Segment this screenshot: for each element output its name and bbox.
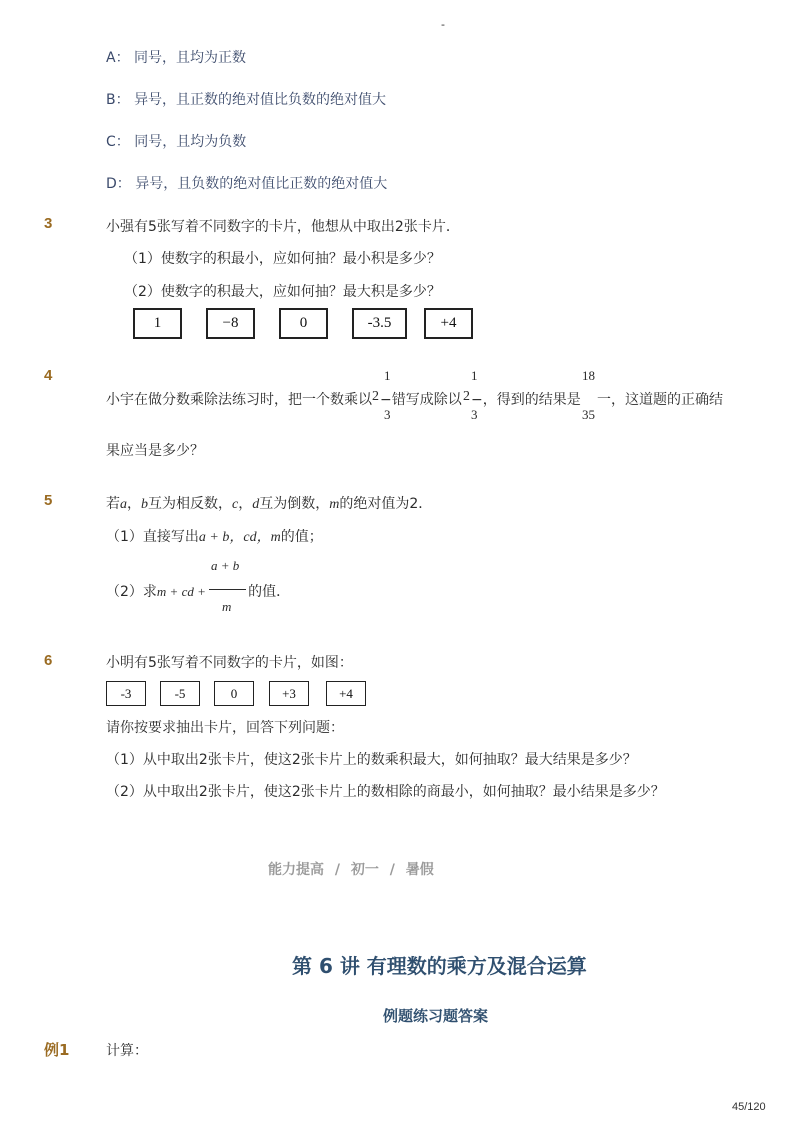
option-label: B： bbox=[106, 92, 130, 108]
question-text-d: 一，这道题的正确结 bbox=[597, 392, 723, 408]
stem-text: 互为倒数， bbox=[259, 496, 330, 512]
fraction-denominator: 3 bbox=[384, 407, 391, 422]
option-a bbox=[106, 47, 246, 67]
option-text: 同号，且均为正数 bbox=[134, 50, 247, 66]
var-d: d bbox=[252, 497, 260, 512]
option-d bbox=[106, 173, 387, 193]
question-number: 4 bbox=[44, 367, 53, 384]
question-stem: 小强有5张写着不同数字的卡片，他想从中取出2张卡片． bbox=[106, 219, 460, 235]
part-expression: m + cd + bbox=[156, 584, 210, 599]
var-c: c bbox=[232, 497, 239, 512]
var-b: b bbox=[141, 497, 148, 512]
question-part-1 bbox=[106, 526, 323, 546]
option-text: 异号，且正数的绝对值比负数的绝对值大 bbox=[134, 92, 387, 108]
part-prefix: （1）直接写出 bbox=[106, 529, 199, 545]
number-card: −8 bbox=[206, 308, 255, 339]
option-text: 同号，且均为负数 bbox=[134, 134, 247, 150]
example-text: 计算： bbox=[106, 1043, 148, 1059]
option-label: C： bbox=[106, 134, 130, 150]
number-card: +4 bbox=[424, 308, 473, 339]
number-card: +3 bbox=[269, 681, 309, 706]
stem-text: 互为相反数， bbox=[148, 496, 232, 512]
number-card: +4 bbox=[326, 681, 366, 706]
mixed-whole: 2 bbox=[463, 389, 470, 404]
page-footer-label: 能力提高 / 初一 / 暑假 bbox=[268, 862, 434, 878]
number-card: 0 bbox=[214, 681, 254, 706]
fraction-numerator: a + b bbox=[211, 558, 240, 573]
header-mark: - bbox=[441, 18, 445, 31]
stem-text: ， bbox=[238, 496, 253, 512]
stem-text: 的绝对值为2． bbox=[339, 496, 433, 512]
number-card: 1 bbox=[133, 308, 182, 339]
number-card: -5 bbox=[160, 681, 200, 706]
var-m: m bbox=[329, 497, 340, 512]
question-instruction: 请你按要求抽出卡片，回答下列问题： bbox=[106, 720, 344, 736]
question-part-2 bbox=[106, 581, 290, 601]
part-expression: a + b，cd，m bbox=[198, 530, 281, 545]
question-part-1: （1）从中取出2张卡片，使这2张卡片上的数乘积最大，如何抽取？最大结果是多少？ bbox=[106, 752, 637, 768]
fraction-numerator: 1 bbox=[471, 368, 478, 383]
fraction-denominator: 35 bbox=[582, 407, 595, 422]
question-line-2: 果应当是多少？ bbox=[106, 443, 204, 459]
var-a: a bbox=[120, 497, 127, 512]
stem-text: 若 bbox=[106, 496, 120, 512]
question-number: 3 bbox=[44, 215, 53, 232]
page-number: 45/120 bbox=[732, 1101, 766, 1113]
section-title: 例题练习题答案 bbox=[383, 1007, 489, 1025]
question-text-c: −，得到的结果是 bbox=[471, 392, 581, 408]
mixed-whole: 2 bbox=[372, 389, 379, 404]
option-c bbox=[106, 131, 246, 151]
option-text: 异号，且负数的绝对值比正数的绝对值大 bbox=[135, 176, 388, 192]
number-card: 0 bbox=[279, 308, 328, 339]
question-number: 6 bbox=[44, 652, 53, 669]
fraction-denominator: m bbox=[222, 599, 232, 614]
question-part-1: （1）使数字的积最小，应如何抽？最小积是多少？ bbox=[124, 251, 441, 267]
question-text-a: 小宇在做分数乘除法练习时，把一个数乘以 bbox=[106, 392, 372, 408]
part-suffix: 的值； bbox=[280, 529, 323, 545]
question-text-b: −错写成除以 bbox=[380, 392, 462, 408]
number-card: -3 bbox=[106, 681, 146, 706]
lecture-title: 第 6 讲 有理数的乘方及混合运算 bbox=[292, 954, 587, 978]
option-label: A： bbox=[106, 50, 130, 66]
fraction-numerator: 18 bbox=[582, 368, 595, 383]
question-number: 5 bbox=[44, 492, 53, 509]
fraction-denominator: 3 bbox=[471, 407, 478, 422]
stem-text: ， bbox=[127, 496, 141, 512]
part-prefix: （2）求 bbox=[106, 584, 157, 600]
fraction-numerator: 1 bbox=[384, 368, 391, 383]
part-suffix: 的值． bbox=[248, 584, 291, 600]
number-card: -3.5 bbox=[352, 308, 407, 339]
question-part-2: （2）使数字的积最大，应如何抽？最大积是多少？ bbox=[124, 284, 441, 300]
question-stem: 小明有5张写着不同数字的卡片，如图： bbox=[106, 655, 353, 671]
option-label: D： bbox=[106, 176, 131, 192]
example-label: 例1 bbox=[44, 1041, 70, 1059]
question-part-2: （2）从中取出2张卡片，使这2张卡片上的数相除的商最小，如何抽取？最小结果是多少？ bbox=[106, 784, 665, 800]
question-stem bbox=[106, 493, 432, 513]
option-b bbox=[106, 89, 386, 109]
